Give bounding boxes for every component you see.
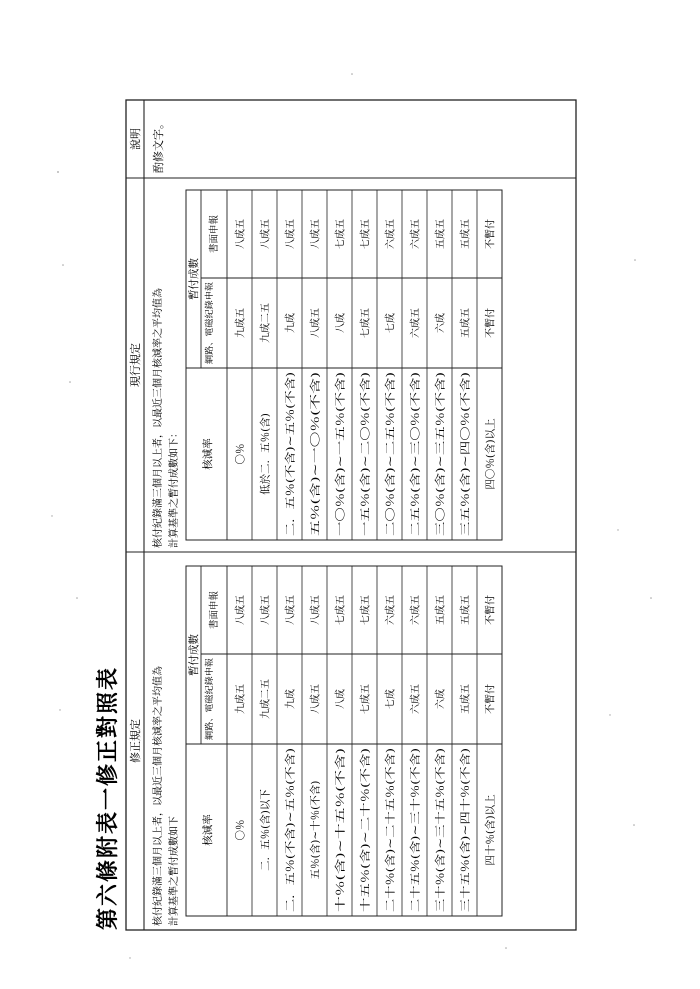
subheader-paper: 書面申報 xyxy=(209,590,220,630)
current-section xyxy=(151,190,502,548)
online-payment-cell: 九成五 xyxy=(235,684,247,714)
table-row xyxy=(409,595,422,912)
table-row xyxy=(234,219,247,465)
rate-cell: 〇％ xyxy=(234,819,247,841)
rate-cell: 二．五％(含)以下 xyxy=(259,789,272,871)
paper-payment-cell: 六成五 xyxy=(410,219,422,249)
online-payment-cell: 八成五 xyxy=(310,684,322,714)
table-row xyxy=(334,219,347,536)
table-row xyxy=(359,595,372,912)
table-row xyxy=(284,219,297,536)
paper-payment-cell: 八成五 xyxy=(310,595,322,625)
rate-cell: 二十％(含)~二十五％(不含) xyxy=(384,781,397,912)
paper-payment-cell: 六成五 xyxy=(410,595,422,625)
paper-payment-cell: 五成五 xyxy=(435,219,447,249)
paper-payment-cell: 六成五 xyxy=(385,219,397,249)
paper-payment-cell: 八成五 xyxy=(235,595,247,625)
paper-payment-cell: 八成五 xyxy=(285,595,297,625)
paper-payment-cell: 不暫付 xyxy=(485,595,497,625)
paper-payment-cell: 五成五 xyxy=(460,219,472,249)
rate-header: 核減率 xyxy=(202,814,214,846)
paper-payment-cell: 五成五 xyxy=(435,595,447,625)
payment-header: 暫付成數 xyxy=(188,258,200,300)
paper-payment-cell: 七成五 xyxy=(360,595,372,625)
table-row xyxy=(459,595,472,912)
online-payment-cell: 五成五 xyxy=(460,684,472,714)
table-row xyxy=(384,219,397,536)
online-payment-cell: 不暫付 xyxy=(485,684,497,714)
table-row xyxy=(309,595,322,879)
rate-cell: 一〇％(含)~一五％(不含) xyxy=(334,416,347,536)
online-payment-cell: 七成 xyxy=(385,313,397,333)
amended-column-header: 修正規定 xyxy=(129,719,142,763)
rotated-page xyxy=(95,100,576,930)
paper-payment-cell: 八成五 xyxy=(260,595,272,625)
online-payment-cell: 七成 xyxy=(385,689,397,709)
table-row xyxy=(309,219,322,536)
online-payment-cell: 九成 xyxy=(285,689,297,709)
paper-payment-cell: 七成五 xyxy=(335,219,347,249)
subheader-online: 網路、電磁紀錄申報 xyxy=(205,663,215,740)
amended-intro-line2: 計算基準之暫付成數如下 xyxy=(169,816,180,926)
rate-cell: 二五％(含)~三〇％(不含) xyxy=(409,416,422,536)
subheader-online: 網路、電磁紀錄申報 xyxy=(205,287,215,364)
rate-cell: 三五％(含)~四〇％(不含) xyxy=(459,416,472,536)
table-row xyxy=(259,219,272,495)
online-payment-cell: 七成五 xyxy=(360,308,372,338)
online-payment-cell: 五成五 xyxy=(460,308,472,338)
rate-cell: 〇％ xyxy=(234,443,247,465)
rate-cell: 二十五％(含)~三十％(不含) xyxy=(409,781,422,912)
table-row xyxy=(359,219,372,536)
explanation-column-header: 說明 xyxy=(129,128,142,150)
online-payment-cell: 不暫付 xyxy=(485,308,497,338)
outer-frame xyxy=(126,100,576,930)
rate-header: 核減率 xyxy=(202,438,214,470)
rate-cell: 二．五％(不含)~五％(不含) xyxy=(284,781,297,912)
current-intro-line1: 核付紀錄滿三個月以上者，以最近三個月核減率之平均值為 xyxy=(153,288,164,548)
table-row xyxy=(384,595,397,912)
subheader-paper: 書面申報 xyxy=(209,214,220,254)
rate-cell: 四〇％(含)以上 xyxy=(484,418,497,490)
paper-payment-cell: 六成五 xyxy=(385,595,397,625)
rate-cell: 二〇％(含)~二五％(不含) xyxy=(384,416,397,536)
online-payment-cell: 八成 xyxy=(335,689,347,709)
rate-cell: 四十％(含)以上 xyxy=(484,794,497,866)
online-payment-cell: 八成五 xyxy=(310,308,322,338)
rate-cell: 十五％(含)~二十％(不含) xyxy=(359,792,372,912)
table-row xyxy=(434,219,447,536)
paper-payment-cell: 七成五 xyxy=(335,595,347,625)
rate-cell: 二．五％(不含)~五％(不含) xyxy=(284,405,297,536)
scan-specks xyxy=(51,73,652,959)
rate-cell: 一五％(含)~二〇％(不含) xyxy=(359,416,372,536)
table-row xyxy=(459,219,472,536)
amended-section xyxy=(151,566,502,926)
rate-cell: 五％(含)~十％(不含) xyxy=(309,780,322,880)
paper-payment-cell: 八成五 xyxy=(260,219,272,249)
payment-header: 暫付成數 xyxy=(188,634,200,676)
paper-payment-cell: 七成五 xyxy=(360,219,372,249)
current-rate-table xyxy=(186,190,502,540)
online-payment-cell: 九成二五 xyxy=(260,303,272,343)
table-row xyxy=(484,219,497,490)
rate-cell: 低於二．五％(含) xyxy=(259,413,272,495)
document-title: 第六條附表一修正對照表 xyxy=(95,665,121,930)
online-payment-cell: 六成 xyxy=(435,689,447,709)
table-row xyxy=(284,595,297,912)
online-payment-cell: 六成 xyxy=(435,313,447,333)
current-intro-line2: 計算基準之暫付成數如下： xyxy=(169,428,180,548)
online-payment-cell: 六成五 xyxy=(410,308,422,338)
paper-payment-cell: 八成五 xyxy=(285,219,297,249)
explanation-text: 酌修文字。 xyxy=(152,118,165,173)
online-payment-cell: 九成二五 xyxy=(260,679,272,719)
current-column-header: 現行規定 xyxy=(129,343,142,387)
paper-payment-cell: 不暫付 xyxy=(485,219,497,249)
table-row xyxy=(234,595,247,841)
amended-intro-line1: 核付紀錄滿三個月以上者，以最近三個月核減率之平均值為 xyxy=(153,666,164,926)
table-row xyxy=(334,595,347,912)
rate-cell: 三〇％(含)~三五％(不含) xyxy=(434,416,447,536)
online-payment-cell: 七成五 xyxy=(360,684,372,714)
rate-cell: 十％(含)~十五％(不含) xyxy=(334,802,347,912)
table-row xyxy=(409,219,422,536)
paper-payment-cell: 八成五 xyxy=(235,219,247,249)
rate-cell: 三十五％(含)~四十％(不含) xyxy=(459,781,472,912)
online-payment-cell: 九成五 xyxy=(235,308,247,338)
amended-rate-table xyxy=(186,566,502,916)
rate-cell: 五％(含)~一〇％(不含) xyxy=(309,426,322,536)
table-row xyxy=(484,595,497,866)
online-payment-cell: 九成 xyxy=(285,313,297,333)
table-row xyxy=(434,595,447,912)
table-row xyxy=(259,595,272,871)
online-payment-cell: 八成 xyxy=(335,313,347,333)
online-payment-cell: 六成五 xyxy=(410,684,422,714)
paper-payment-cell: 八成五 xyxy=(310,219,322,249)
paper-payment-cell: 五成五 xyxy=(460,595,472,625)
rate-cell: 三十％(含)~三十五％(不含) xyxy=(434,781,447,912)
